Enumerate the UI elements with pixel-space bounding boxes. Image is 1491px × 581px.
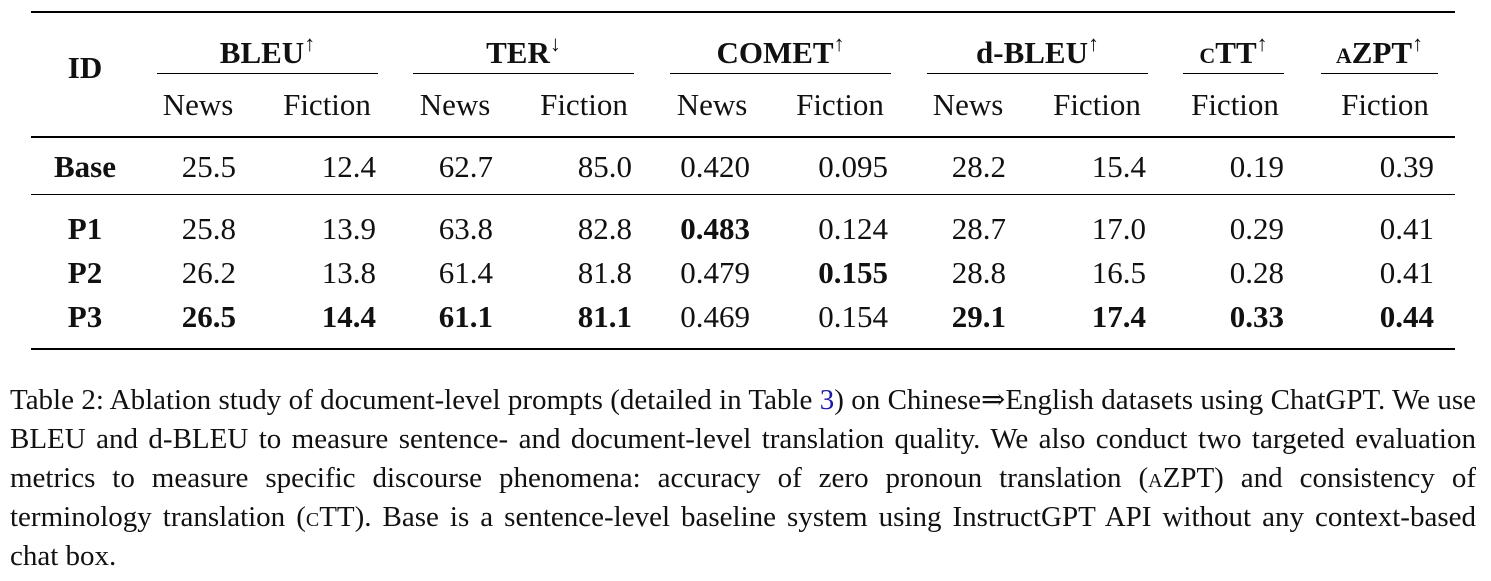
group-rule-ctt — [1183, 73, 1284, 74]
id-header: ID — [67, 50, 103, 85]
table-cell: 0.469 — [680, 299, 750, 334]
table-cell: 0.155 — [818, 255, 888, 290]
group-rule-dbleu — [927, 73, 1148, 74]
table-cell: 28.7 — [951, 211, 1006, 246]
subheader-ter-fiction: Fiction — [540, 87, 628, 122]
subheader-ctt-fiction: Fiction — [1191, 87, 1279, 122]
table-cell: 0.479 — [680, 255, 750, 290]
table-cell: 16.5 — [1091, 255, 1146, 290]
table-cell: 25.8 — [181, 211, 236, 246]
subheader-bleu-news: News — [162, 87, 234, 122]
table-cell: 0.44 — [1379, 299, 1434, 334]
row-id-p1: P1 — [67, 211, 103, 246]
table-cell: 61.1 — [438, 299, 493, 334]
group-rule-comet — [670, 73, 891, 74]
table-cell: 0.33 — [1229, 299, 1284, 334]
table-cell: 15.4 — [1091, 149, 1146, 184]
table-cell: 61.4 — [438, 255, 493, 290]
subheader-dbleu-fiction: Fiction — [1053, 87, 1141, 122]
caption-text-1: Table 2: Ablation study of document-level prompts (detailed in Table — [10, 384, 820, 416]
table-cell: 85.0 — [577, 149, 632, 184]
table-cell: 0.39 — [1379, 149, 1434, 184]
table-cell: 13.8 — [321, 255, 376, 290]
subheader-comet-fiction: Fiction — [796, 87, 884, 122]
group-header-comet: COMET↑ — [716, 31, 845, 70]
header-rule — [31, 136, 1455, 138]
top-rule — [31, 11, 1455, 13]
group-rule-azpt — [1321, 73, 1438, 74]
caption-text-3: ) and consistency of terminology translation ( — [10, 462, 1476, 533]
table-cell: 28.2 — [951, 149, 1006, 184]
caption-text-2: ) on Chinese⇒English datasets using ChatGPT. We use BLEU and d-BLEU to measure sentence- and document-level translation quality. We also conduct two targeted evaluation metrics to measure specific discourse phenomena: accuracy of zero pronoun translation ( — [10, 384, 1476, 494]
table-reference-link[interactable]: 3 — [819, 384, 835, 416]
table-cell: 12.4 — [321, 149, 376, 184]
subheader-azpt-fiction: Fiction — [1341, 87, 1429, 122]
table-cell: 0.095 — [818, 149, 888, 184]
table-cell: 0.124 — [818, 211, 888, 246]
table-cell: 0.29 — [1229, 211, 1284, 246]
row-id-p2: P2 — [67, 255, 103, 290]
group-header-ter: TER↓ — [486, 31, 561, 70]
caption-ctt: cTT — [305, 501, 355, 533]
table-cell: 29.1 — [951, 299, 1006, 334]
group-header-bleu: BLEU↑ — [219, 31, 316, 70]
caption-azpt: aZPT — [1148, 462, 1215, 494]
table-cell: 0.41 — [1379, 255, 1434, 290]
table-cell: 28.8 — [951, 255, 1006, 290]
table-cell: 17.0 — [1091, 211, 1146, 246]
table-cell: 25.5 — [181, 149, 236, 184]
table-cell: 14.4 — [321, 299, 376, 334]
table-cell: 0.154 — [818, 299, 888, 334]
subheader-ter-news: News — [419, 87, 491, 122]
group-rule-ter — [413, 73, 634, 74]
table-cell: 26.2 — [181, 255, 236, 290]
table-caption — [10, 381, 1476, 576]
row-id-base: Base — [54, 149, 116, 184]
subheader-bleu-fiction: Fiction — [283, 87, 371, 122]
caption-text-4: ). Base is a sentence-level baseline system using InstructGPT API without any context-based chat box. — [10, 501, 1476, 572]
table-cell: 0.483 — [680, 211, 750, 246]
table-cell: 63.8 — [438, 211, 493, 246]
table-cell: 0.19 — [1229, 149, 1284, 184]
subheader-comet-news: News — [676, 87, 748, 122]
table-cell: 81.1 — [577, 299, 632, 334]
table-cell: 0.41 — [1379, 211, 1434, 246]
bottom-rule — [31, 348, 1455, 350]
table-cell: 81.8 — [577, 255, 632, 290]
group-header-dbleu: d-BLEU↑ — [976, 31, 1099, 70]
table-cell: 0.28 — [1229, 255, 1284, 290]
group-header-azpt: aZPT↑ — [1335, 31, 1424, 70]
group-rule-bleu — [157, 73, 378, 74]
row-id-p3: P3 — [67, 299, 103, 334]
table-cell: 62.7 — [438, 149, 493, 184]
base-rule — [31, 194, 1455, 195]
table-cell: 17.4 — [1091, 299, 1146, 334]
group-header-ctt: cTT↑ — [1199, 31, 1268, 70]
subheader-dbleu-news: News — [932, 87, 1004, 122]
table-cell: 13.9 — [321, 211, 376, 246]
table-cell: 82.8 — [577, 211, 632, 246]
table-cell: 26.5 — [181, 299, 236, 334]
table-cell: 0.420 — [680, 149, 750, 184]
